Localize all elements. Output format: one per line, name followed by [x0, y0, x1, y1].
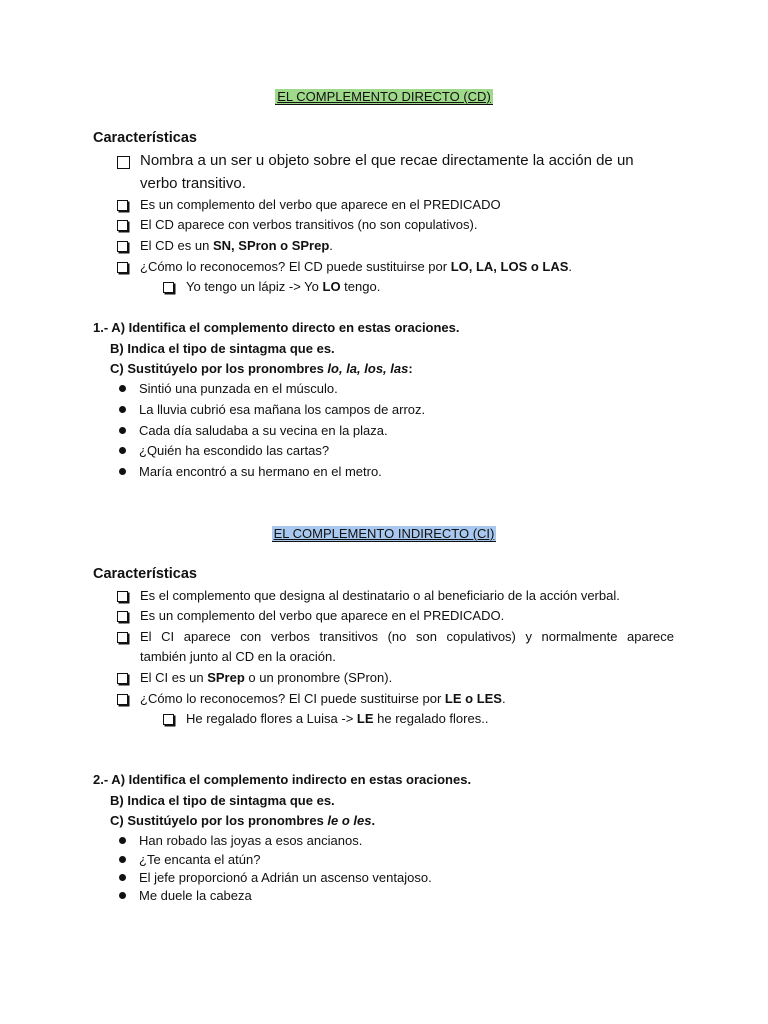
bullet-icon — [119, 406, 126, 413]
exercise1-part-b: B) Indica el tipo de sintagma que es. — [110, 341, 335, 356]
bullet-icon — [119, 856, 126, 863]
section2-title: EL COMPLEMENTO INDIRECTO (CI) — [273, 526, 495, 541]
bullet-icon — [119, 427, 126, 434]
checkbox-bullet-icon — [117, 591, 128, 602]
checkbox-bullet-icon — [117, 632, 128, 643]
checkbox-bullet-icon — [117, 241, 128, 252]
checkbox-icon — [117, 156, 130, 169]
checkbox-bullet-icon — [117, 694, 128, 705]
checkbox-bullet-icon — [163, 282, 174, 293]
bullet-icon — [119, 892, 126, 899]
exercise2-part-c: C) Sustitúyelo por los pronombres le o les. — [110, 813, 376, 828]
section1-title: EL COMPLEMENTO DIRECTO (CD) — [277, 89, 491, 104]
bullet-icon — [119, 874, 126, 881]
bullet-icon — [119, 447, 126, 454]
checkbox-bullet-icon — [117, 200, 128, 211]
section1-heading: Características — [93, 130, 197, 146]
checkbox-bullet-icon — [117, 673, 128, 684]
bullet-icon — [119, 837, 126, 844]
exercise1-part-c: C) Sustitúyelo por los pronombres lo, la, los, las: — [110, 361, 413, 376]
section2-heading: Características — [93, 566, 197, 582]
exercise2-part-a: 2.- A) Identifica el complemento indirecto en estas oraciones. — [93, 772, 472, 787]
checkbox-bullet-icon — [163, 714, 174, 725]
section2-item-3-cont: también junto al CD en la oración. — [140, 649, 336, 664]
checkbox-bullet-icon — [117, 262, 128, 273]
exercise2-part-b: B) Indica el tipo de sintagma que es. — [110, 793, 335, 808]
checkbox-bullet-icon — [117, 611, 128, 622]
exercise1-part-a: 1.- A) Identifica el complemento directo en estas oraciones. — [93, 320, 460, 335]
bullet-icon — [119, 468, 126, 475]
bullet-icon — [119, 385, 126, 392]
section1-item-first-cont: verbo transitivo. — [140, 175, 246, 192]
checkbox-bullet-icon — [117, 220, 128, 231]
